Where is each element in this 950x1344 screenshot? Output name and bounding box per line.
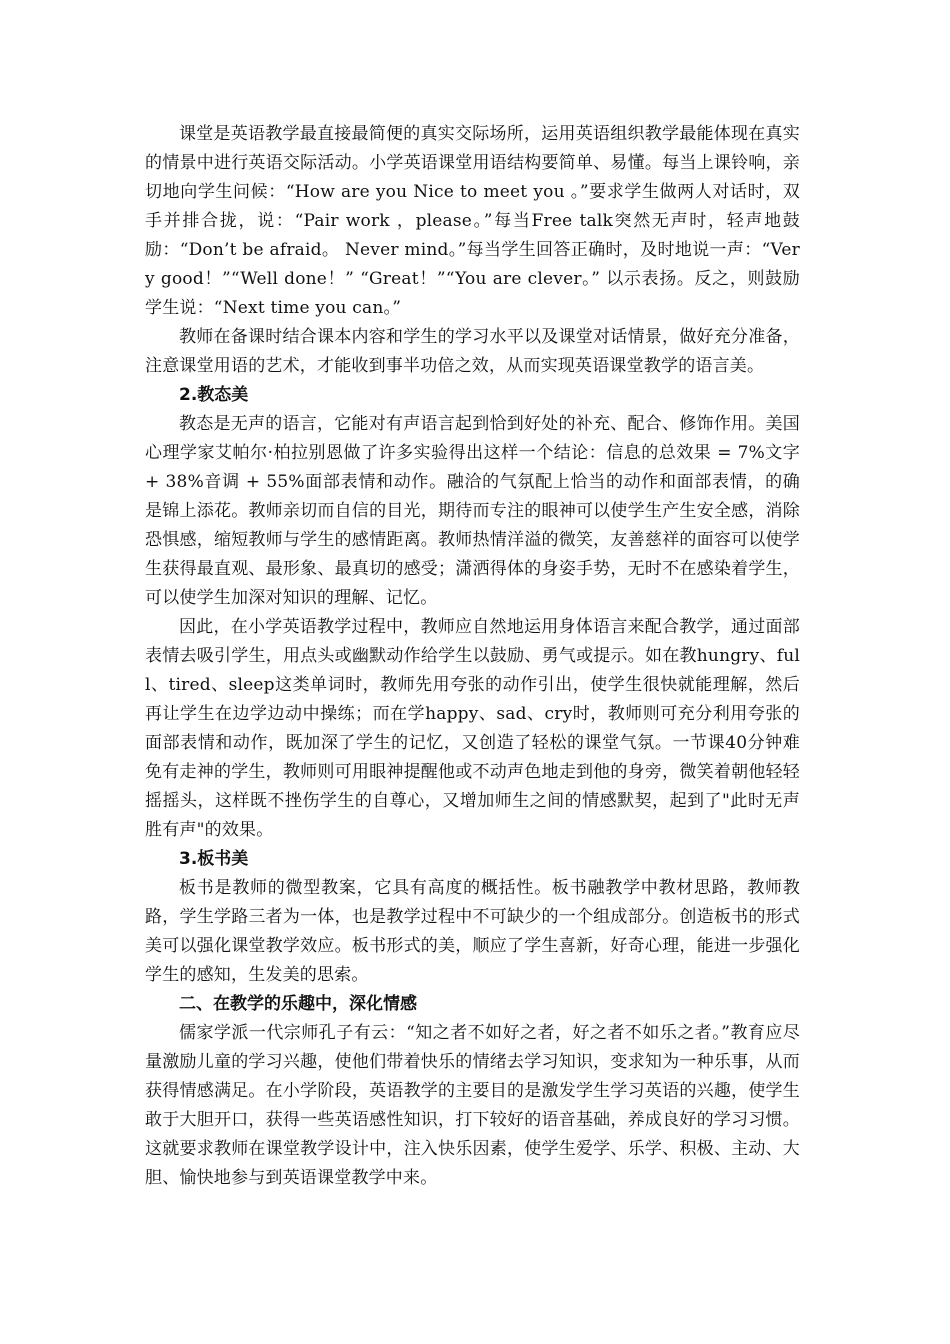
heading-blackboard: 3.板书美: [179, 849, 249, 869]
heading-teaching-manner: 2.教态美: [179, 385, 249, 405]
paragraph-classroom-language: 课堂是英语教学最直接最简便的真实交际场所，运用英语组织教学最能体现在真实的情景中进行英语交际活动。小学英语课堂用语结构要简单、易懂。每当上课铃响，亲切地向学生问候：“How are you Nice to meet you 。”要求学生做两人对话时，双手并排合拢，说：“Pair work ，please。”每当Free talk突然无声时，轻声地鼓励：“Don’t be afraid。 Never mind。”每当学生回答正确时，及时地说一声：“Very good！”“Well done！” “Great！”“You are clever。” 以示表扬。反之，则鼓励学生说：“Next time you can。”: [145, 124, 800, 318]
heading-section-two: 二、在教学的乐趣中，深化情感: [179, 994, 417, 1014]
paragraph-body-language: 因此，在小学英语教学过程中，教师应自然地运用身体语言来配合教学，通过面部表情去吸引学生，用点头或幽默动作给学生以鼓励、勇气或提示。如在教hungry、full、tired、sleep这类单词时，教师先用夸张的动作引出，使学生很快就能理解，然后再让学生在边学边动中操练；而在学happy、sad、cry时，教师则可充分利用夸张的面部表情和动作，既加深了学生的记忆，又创造了轻松的课堂气氛。一节课40分钟难免有走神的学生，教师则可用眼神提醒他或不动声色地走到他的身旁，微笑着朝他轻轻摇摇头，这样既不挫伤学生的自尊心，又增加师生之间的情感默契，起到了"此时无声胜有声"的效果。: [145, 617, 800, 840]
paragraph-teaching-manner: 教态是无声的语言，它能对有声语言起到恰到好处的补充、配合、修饰作用。美国心理学家艾帕尔·柏拉别恩做了许多实验得出这样一个结论：信息的总效果 = 7%文字 + 38%音调 + 55%面部表情和动作。融洽的气氛配上恰当的动作和面部表情，的确是锦上添花。教师亲切而自信的目光，期待而专注的眼神可以使学生产生安全感，消除恐惧感，缩短教师与学生的感情距离。教师热情洋溢的微笑，友善慈祥的面容可以使学生获得最直观、最形象、最真切的感受；潇洒得体的身姿手势，无时不在感染着学生，可以使学生加深对知识的理解、记忆。: [145, 414, 800, 608]
paragraph-confucius: 儒家学派一代宗师孔子有云：“知之者不如好之者，好之者不如乐之者。”教育应尽量激励儿童的学习兴趣，使他们带着快乐的情绪去学习知识，变求知为一种乐事，从而获得情感满足。在小学阶段，英语教学的主要目的是激发学生学习英语的兴趣，使学生敢于大胆开口，获得一些英语感性知识，打下较好的语音基础，养成良好的学习习惯。这就要求教师在课堂教学设计中，注入快乐因素，使学生爱学、乐学、积极、主动、大胆、愉快地参与到英语课堂教学中来。: [145, 1023, 800, 1188]
paragraph-blackboard: 板书是教师的微型教案，它具有高度的概括性。板书融教学中教材思路，教师教路，学生学路三者为一体，也是教学过程中不可缺少的一个组成部分。创造板书的形式美可以强化课堂教学效应。板书形式的美，顺应了学生喜新，好奇心理，能进一步强化学生的感知，生发美的思索。: [145, 878, 800, 985]
paragraph-lesson-preparation: 教师在备课时结合课本内容和学生的学习水平以及课堂对话情景，做好充分准备，注意课堂用语的艺术，才能收到事半功倍之效，从而实现英语课堂教学的语言美。: [145, 327, 800, 376]
